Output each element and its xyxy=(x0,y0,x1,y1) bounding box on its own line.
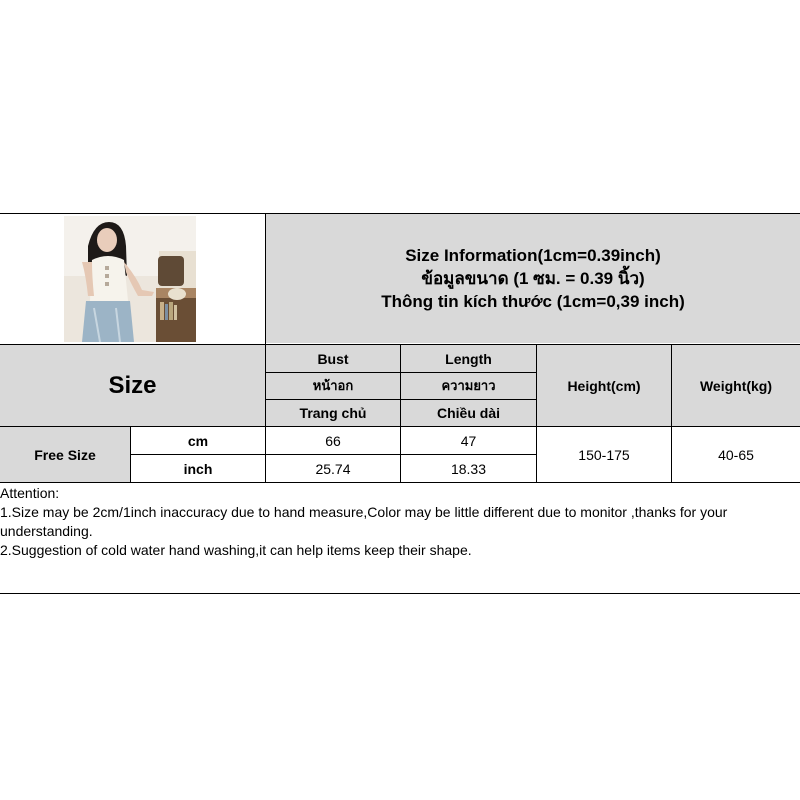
length-inch-value: 18.33 xyxy=(450,460,487,477)
product-image xyxy=(64,216,196,342)
height-value: 150-175 xyxy=(578,446,630,463)
length-header-en: Length xyxy=(445,350,492,367)
table-col-unit xyxy=(130,426,131,483)
size-info-english: Size Information(1cm=0.39inch) xyxy=(405,246,661,265)
table-rule-units xyxy=(131,454,537,455)
table-col-height xyxy=(536,344,537,483)
bust-header-th: หน้าอก xyxy=(312,378,354,393)
table-col-length xyxy=(400,344,401,483)
length-header-th: ความยาว xyxy=(441,378,496,393)
bust-inch-value: 25.74 xyxy=(315,460,351,477)
bust-header-en: Bust xyxy=(317,350,349,367)
note-1a: 1.Size may be 2cm/1inch inaccuracy due to hand measure,Color may be little different due to monitor ,thanks for your xyxy=(0,504,728,520)
table-rule-1 xyxy=(266,372,537,373)
table-border-top xyxy=(0,213,800,214)
free-size-label: Free Size xyxy=(34,446,96,463)
note-1b: understanding. xyxy=(0,523,93,539)
bust-header-vi: Trang chủ xyxy=(299,404,367,421)
bust-cm-value: 66 xyxy=(325,432,341,449)
table-col-weight xyxy=(671,344,672,483)
height-header: Height(cm) xyxy=(567,377,641,394)
unit-cm-label: cm xyxy=(187,432,209,449)
size-info-thai: ข้อมูลขนาด (1 ซม. = 0.39 นิ้ว) xyxy=(421,269,645,288)
attention-title: Attention: xyxy=(0,485,60,501)
table-rule-2 xyxy=(266,399,537,400)
note-2: 2.Suggestion of cold water hand washing,it can help items keep their shape. xyxy=(0,542,472,558)
length-header-vi: Chiều dài xyxy=(436,404,500,421)
size-info-vietnamese: Thông tin kích thước (1cm=0,39 inch) xyxy=(381,292,685,311)
size-info-block xyxy=(266,214,800,343)
table-col-image xyxy=(265,213,266,483)
size-header: Size xyxy=(108,371,157,399)
weight-value: 40-65 xyxy=(718,446,754,463)
unit-inch-label: inch xyxy=(183,460,213,477)
weight-header: Weight(kg) xyxy=(699,377,773,394)
product-photo-graphic xyxy=(64,216,196,342)
notes-border-bottom xyxy=(0,593,800,594)
length-cm-value: 47 xyxy=(460,432,477,449)
